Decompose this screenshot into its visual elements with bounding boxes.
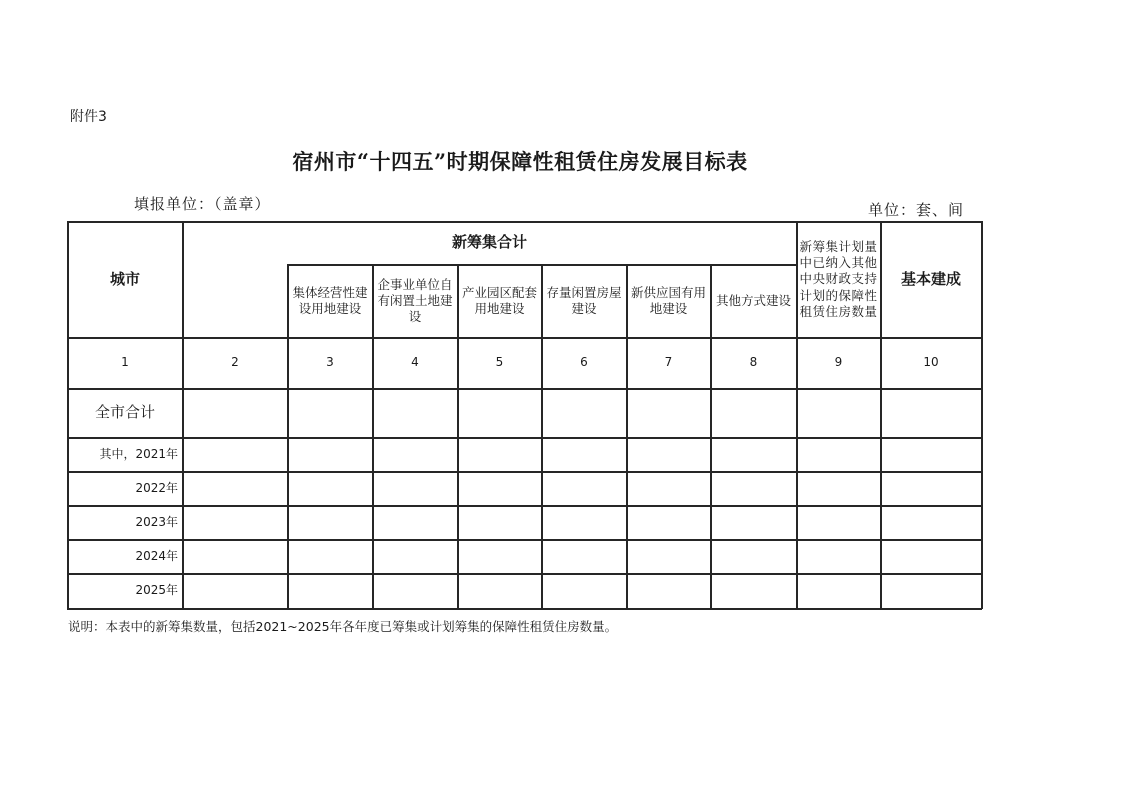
sub-header-state-land: 新供应国有用地建设	[630, 284, 706, 316]
sub-header-industrial-park: 产业园区配套用地建设	[461, 284, 537, 316]
row-label-2024: 2024年	[135, 548, 178, 563]
row-line	[67, 471, 982, 473]
column-number: 2	[231, 355, 239, 370]
row-line	[67, 573, 982, 575]
sub-header-other-methods: 其他方式建设	[715, 292, 791, 308]
basically-completed-header: 基本建成	[900, 269, 961, 288]
column-number: 4	[411, 355, 419, 370]
sub-header-enterprise-land: 企事业单位自有闲置土地建设	[377, 276, 453, 325]
new-supply-total-header: 新筹集合计	[451, 233, 527, 252]
column-line	[182, 221, 184, 609]
column-number: 3	[326, 355, 334, 370]
row-line	[67, 388, 982, 390]
table-border-bottom	[67, 608, 982, 610]
row-label-city-total: 全市合计	[94, 403, 155, 422]
sub-header-idle-housing: 存量闲置房屋建设	[546, 284, 622, 316]
row-line	[67, 437, 982, 439]
row-label-2023: 2023年	[135, 514, 178, 529]
central-fund-header: 新筹集计划量中已纳入其他中央财政支持计划的保障性租赁住房数量	[799, 238, 878, 319]
sub-header-collective-land: 集体经营性建设用地建设	[292, 284, 368, 316]
unit-label: 单位：套、间	[868, 201, 965, 219]
column-number: 1	[121, 355, 129, 370]
column-line	[981, 221, 983, 609]
document-title: 宿州市“十四五”时期保障性租赁住房发展目标表	[292, 149, 748, 174]
column-number: 8	[749, 355, 758, 370]
row-label-2021: 其中，2021年	[99, 446, 178, 461]
column-number: 6	[580, 355, 588, 370]
row-label-2022: 2022年	[135, 480, 178, 495]
column-number: 10	[923, 355, 939, 370]
column-number: 5	[495, 355, 504, 370]
filling-unit-label: 填报单位：（盖章）	[134, 195, 271, 213]
row-line	[67, 539, 982, 541]
city-header: 城市	[109, 269, 140, 288]
column-number: 9	[834, 355, 843, 370]
attachment-label: 附件3	[70, 109, 107, 125]
row-label-2025: 2025年	[135, 583, 178, 598]
table-note: 说明：本表中的新筹集数量，包括2021~2025年各年度已筹集或计划筹集的保障性租赁住房数量。	[68, 619, 618, 634]
row-line	[67, 505, 982, 507]
column-number: 7	[664, 355, 673, 370]
